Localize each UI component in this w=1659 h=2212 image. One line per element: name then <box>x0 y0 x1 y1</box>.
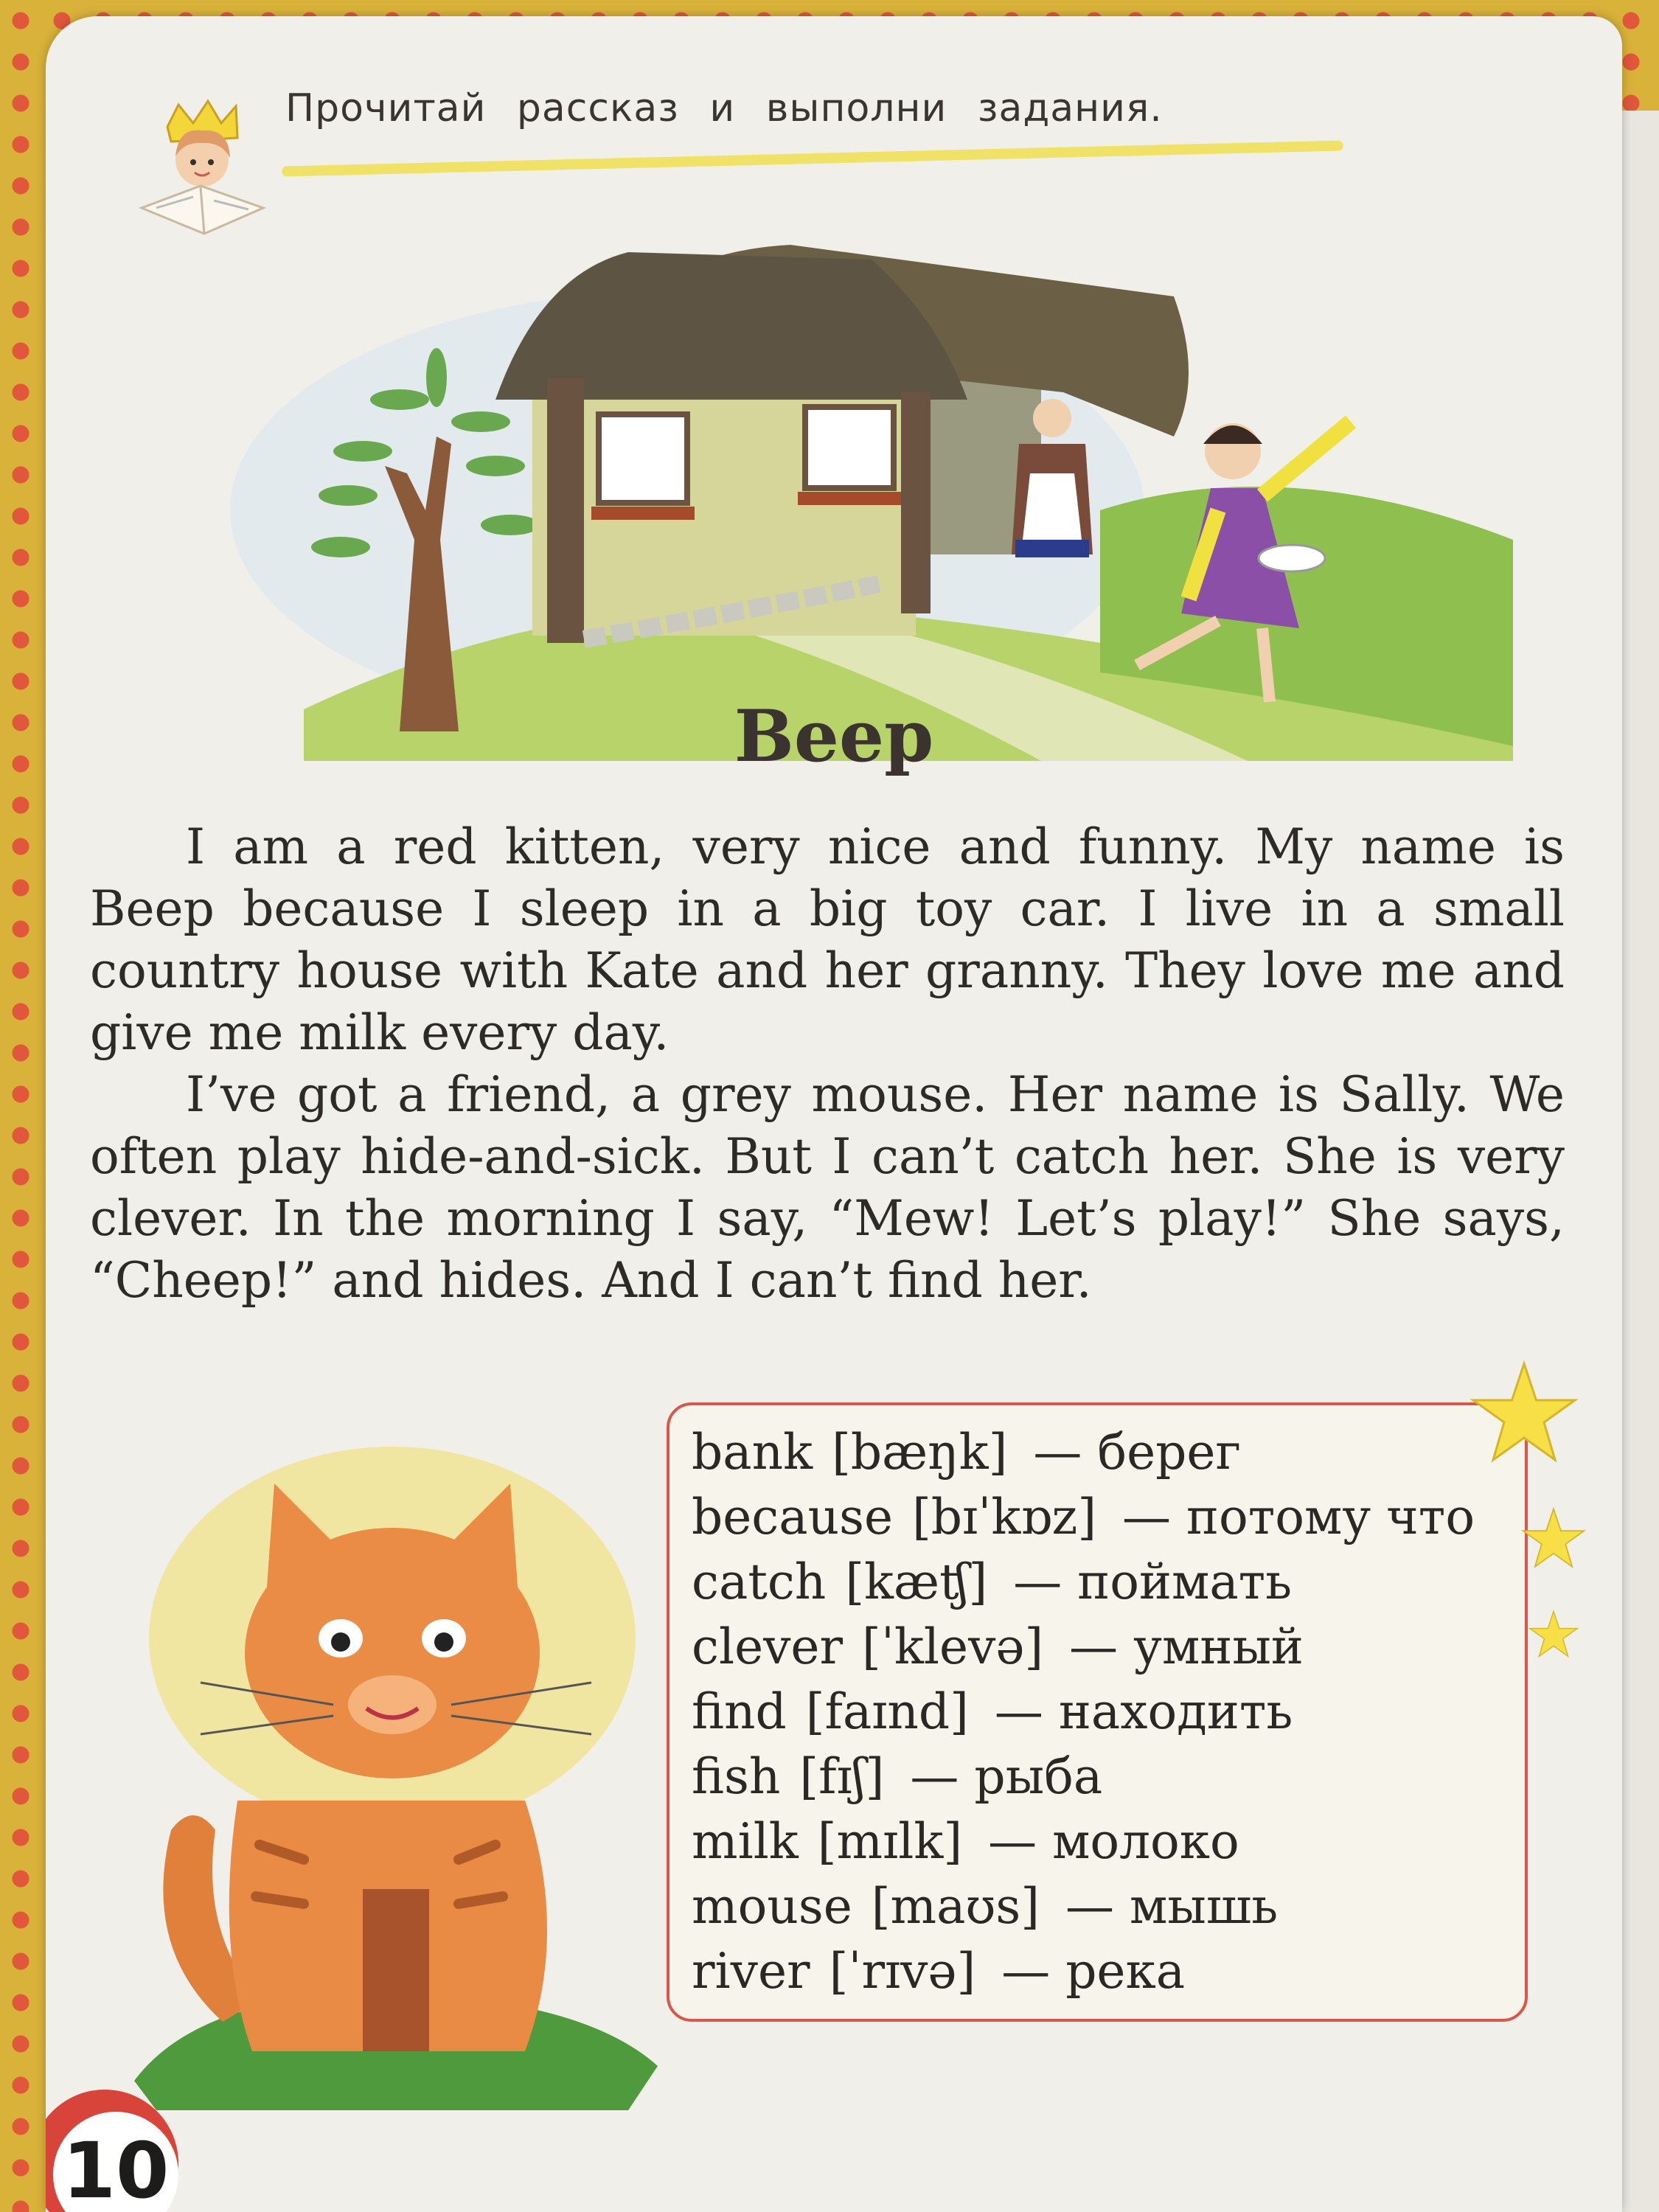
vocab-item: catch [kæʧ] — поймать <box>692 1554 1293 1610</box>
vocab-word: river <box>692 1943 810 2000</box>
vocab-word: milk <box>692 1813 799 1870</box>
vocab-item: fish [fɪʃ] — рыба <box>692 1748 1103 1805</box>
task-instruction: Прочитай рассказ и выполни задания. <box>285 86 1163 131</box>
vocab-word: find <box>692 1683 787 1740</box>
vocab-transcription: [faɪnd] <box>805 1683 969 1740</box>
vocab-item: mouse [maʊs] — мышь <box>692 1878 1279 1935</box>
page-number: 10 <box>53 2112 178 2212</box>
star-icon <box>1469 1358 1579 1469</box>
vocab-translation: поймать <box>1077 1554 1293 1610</box>
vocab-word: because <box>692 1489 894 1545</box>
textbook-page <box>46 16 1622 2212</box>
vocab-transcription: [ˈklevə] <box>862 1618 1044 1675</box>
star-icon <box>1520 1506 1587 1572</box>
instruction-underline <box>282 140 1343 176</box>
vocab-item: bank [bæŋk] — берег <box>692 1424 1242 1481</box>
vocab-translation: потому что <box>1186 1489 1475 1545</box>
story-illustration <box>215 230 1528 761</box>
story-text <box>90 816 1565 1312</box>
reading-princess-icon <box>127 97 274 245</box>
vocab-item: river [ˈrɪvə] — река <box>692 1943 1186 2000</box>
vocab-translation: берег <box>1097 1424 1242 1481</box>
vocab-translation: река <box>1065 1943 1186 2000</box>
vocab-translation: умный <box>1133 1618 1304 1675</box>
vocabulary-list <box>692 1420 1475 2004</box>
vocabulary-box <box>667 1402 1528 2022</box>
cat-illustration <box>112 1417 672 2118</box>
vocab-transcription: [bæŋk] <box>832 1424 1008 1481</box>
vocab-transcription: [fɪʃ] <box>799 1748 885 1805</box>
vocab-translation: находить <box>1058 1683 1293 1740</box>
vocab-word: catch <box>692 1554 827 1610</box>
vocab-word: mouse <box>692 1878 852 1935</box>
vocab-item: find [faɪnd] — находить <box>692 1683 1293 1740</box>
vocab-transcription: [bɪˈkɒz] <box>912 1489 1097 1545</box>
vocab-item: clever [ˈklevə] — умный <box>692 1618 1304 1675</box>
vocab-translation: молоко <box>1052 1813 1239 1870</box>
vocab-transcription: [mɪlk] <box>817 1813 963 1870</box>
vocab-transcription: [maʊs] <box>871 1878 1040 1935</box>
vocab-transcription: [ˈrɪvə] <box>829 1943 976 2000</box>
vocab-word: bank <box>692 1424 813 1481</box>
story-title: Beep <box>734 695 934 778</box>
vocab-item: because [bɪˈkɒz] — потому что <box>692 1489 1475 1545</box>
star-icon <box>1528 1609 1579 1660</box>
story-paragraph: I am a red kitten, very nice and funny. My name is Beep because I sleep in a big toy car. I live in a small country house with Kate and her granny. They love me and give me milk every day. <box>90 818 1565 1061</box>
vocab-word: clever <box>692 1618 844 1675</box>
vocab-transcription: [kæʧ] <box>845 1554 988 1610</box>
story-paragraph: I’ve got a friend, a grey mouse. Her name is Sally. We often play hide-and-sick. But I can’t catch her. She is very clever. In the morning I say, “Mew! Let’s play!” She says, “Cheep!” and hides. And I can’t find her. <box>90 1066 1565 1309</box>
vocab-translation: мышь <box>1129 1878 1279 1935</box>
vocab-word: fish <box>692 1748 781 1805</box>
vocab-translation: рыба <box>974 1748 1103 1805</box>
vocab-item: milk [mɪlk] — молоко <box>692 1813 1239 1870</box>
